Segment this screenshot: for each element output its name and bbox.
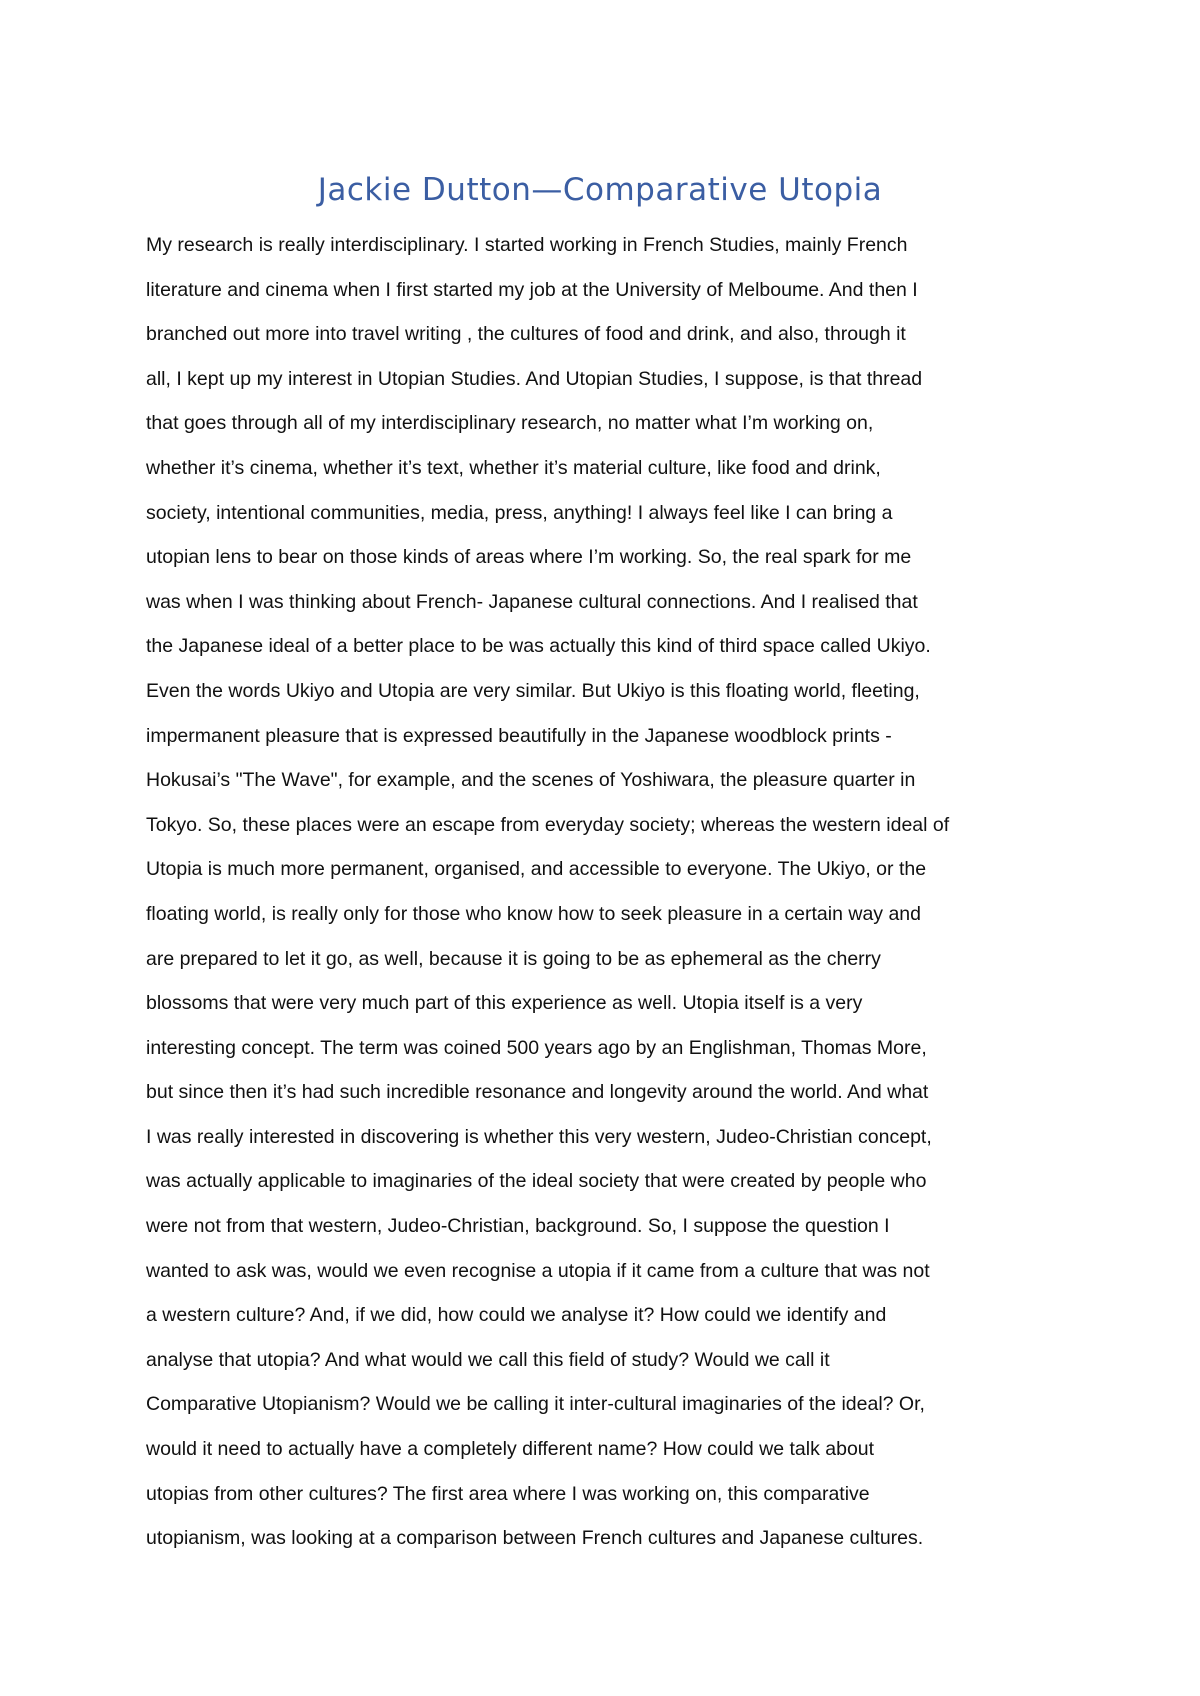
paragraph-line: but since then it’s had such incredible resonance and longevity around the world. And what: [146, 1081, 929, 1104]
paragraph-line: wanted to ask was, would we even recognise a utopia if it came from a culture that was not: [146, 1259, 930, 1282]
paragraph-line: My research is really interdisciplinary. I started working in French Studies, mainly French: [146, 234, 908, 256]
paragraph-line: was actually applicable to imaginaries of the ideal society that were created by people who: [146, 1170, 927, 1193]
paragraph-line: that goes through all of my interdisciplinary research, no matter what I’m working on,: [146, 412, 874, 435]
paragraph-line: society, intentional communities, media, press, anything! I always feel like I can bring a: [146, 501, 893, 524]
paragraph-line: impermanent pleasure that is expressed beautifully in the Japanese woodblock prints -: [146, 724, 892, 747]
paragraph-line: would it need to actually have a completely different name? How could we talk about: [146, 1438, 875, 1461]
paragraph-line: Comparative Utopianism? Would we be calling it inter-cultural imaginaries of the ideal? Or,: [146, 1393, 925, 1416]
paragraph-line: the Japanese ideal of a better place to be was actually this kind of third space called Ukiyo.: [146, 635, 931, 658]
paragraph-line: whether it’s cinema, whether it’s text, whether it’s material culture, like food and drink,: [146, 456, 881, 479]
paragraph-line: analyse that utopia? And what would we call this field of study? Would we call it: [146, 1348, 830, 1371]
document-title: Jackie Dutton—Comparative Utopia: [317, 172, 883, 208]
paragraph-line: I was really interested in discovering is whether this very western, Judeo-Christian concept,: [146, 1125, 932, 1148]
paragraph-line: floating world, is really only for those who know how to seek pleasure in a certain way and: [146, 902, 921, 925]
paragraph-line: utopianism, was looking at a comparison between French cultures and Japanese cultures.: [146, 1527, 924, 1550]
body-paragraph: [146, 223, 1076, 1561]
paragraph-line: utopian lens to bear on those kinds of areas where I’m working. So, the real spark for me: [146, 546, 912, 569]
paragraph-line: a western culture? And, if we did, how could we analyse it? How could we identify and: [146, 1304, 887, 1327]
paragraph-line: are prepared to let it go, as well, because it is going to be as ephemeral as the cherry: [146, 947, 881, 970]
paragraph-line: was when I was thinking about French- Japanese cultural connections. And I realised that: [146, 590, 918, 613]
paragraph-line: all, I kept up my interest in Utopian Studies. And Utopian Studies, I suppose, is that thread: [146, 367, 923, 390]
paragraph-line: Hokusai’s "The Wave", for example, and the scenes of Yoshiwara, the pleasure quarter in: [146, 769, 916, 792]
paragraph-line: utopias from other cultures? The first area where I was working on, this comparative: [146, 1482, 870, 1505]
paragraph-line: literature and cinema when I first started my job at the University of Melboume. And then I: [146, 278, 918, 301]
paragraph-line: interesting concept. The term was coined 500 years ago by an Englishman, Thomas More,: [146, 1036, 927, 1059]
paragraph-line: Even the words Ukiyo and Utopia are very similar. But Ukiyo is this floating world, fleeting,: [146, 679, 920, 702]
paragraph-line: branched out more into travel writing , the cultures of food and drink, and also, through it: [146, 323, 906, 346]
paragraph-line: Utopia is much more permanent, organised, and accessible to everyone. The Ukiyo, or the: [146, 858, 927, 881]
paragraph-line: Tokyo. So, these places were an escape from everyday society; whereas the western ideal of: [146, 813, 950, 836]
paragraph-line: were not from that western, Judeo-Christian, background. So, I suppose the question I: [146, 1215, 890, 1238]
paragraph-line: blossoms that were very much part of this experience as well. Utopia itself is a very: [146, 992, 863, 1015]
